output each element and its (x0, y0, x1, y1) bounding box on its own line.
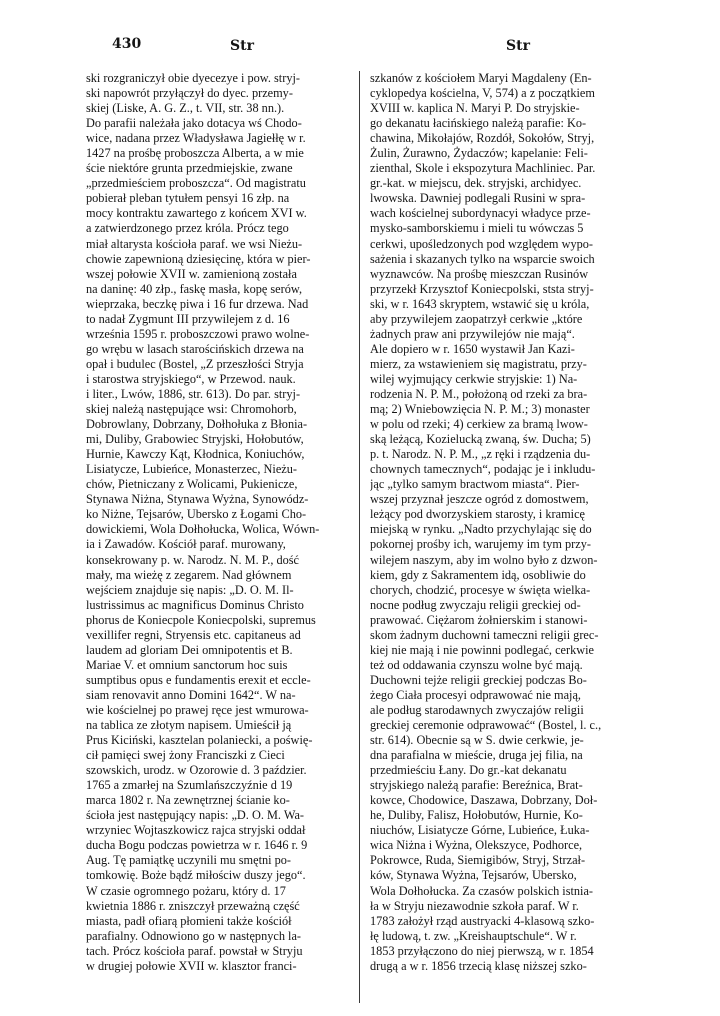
text-line: dna parafialna w mieście, druga jej filia, na (370, 748, 583, 763)
text-line: i starostwa stryjskiego“, w Przewod. nauk. (86, 371, 296, 386)
text-line: Pokrowce, Ruda, Siemigibów, Stryj, Strzał- (370, 853, 586, 868)
text-line: skiej należą następujące wsi: Chromohorb, (86, 402, 297, 417)
text-line: cił pamięci swej żony Franciszki z Cieci (86, 748, 285, 763)
text-line: na daninę: 40 złp., faskę masła, kopę serów, (86, 281, 303, 296)
text-line: str. 614). Obecnie są w S. dwie cerkwie, je- (370, 733, 584, 748)
text-line: Ale dopiero w r. 1650 wystawił Jan Kazi- (370, 341, 575, 356)
text-line: skom żadnym duchowni tameczni religii grec- (370, 627, 599, 642)
text-line: chowie zapewnioną dziesięcinę, która w pier- (86, 251, 311, 266)
text-line: wyznawców. Na prośbę mieszczan Rusinów (370, 266, 589, 281)
text-line: września 1595 r. proboszczowi prawo wolne- (86, 326, 310, 341)
text-line: mą; 2) Wniebowzięcia N. P. M.; 3) monaster (370, 402, 590, 417)
text-line: 1427 na prośbę proboszcza Alberta, a w mie (86, 146, 304, 161)
text-line: Wola Dołhołucka. Za czasów polskich istnia- (370, 883, 594, 898)
text-line: chorych, chodzić, procesye w święta wielka- (370, 582, 591, 597)
left-text-column (86, 71, 348, 974)
text-line: szkanów z kościołem Maryi Magdaleny (En- (370, 71, 592, 85)
text-line: mierz, za wstawieniem się magistratu, przy- (370, 356, 587, 371)
text-line: Lisiatycze, Lubieńce, Monasterzec, Nieżu- (86, 462, 297, 477)
text-line: 1783 założył rząd austryacki 4-klasową szko- (370, 913, 595, 928)
text-line: Duchowni tejże religii greckiej podczas Bo- (370, 672, 587, 687)
text-line: laudem ad gloriam Dei omnipotentis et B. (86, 642, 293, 657)
right-running-head: Str (506, 38, 530, 54)
text-line: szowskich, urodz. w Ozorowie d. 3 paździer. (86, 763, 307, 778)
right-text-column (370, 71, 632, 974)
text-line: ście niektóre grunta przedmiejskie, zwane (86, 161, 293, 176)
text-line: sażenia i skazanych tylko na wsparcie swoich (370, 251, 595, 266)
text-line: Do parafii należała jako dotacya wś Chodo- (86, 116, 302, 131)
text-line: W czasie ogromnego pożaru, który d. 17 (86, 883, 286, 898)
text-line: stryjskiego należą parafie: Bereźnica, Brat- (370, 778, 583, 793)
text-line: przedmieściu Łany. Do gr.-kat dekanatu (370, 763, 567, 778)
text-line: sumptibus opus e fundamentis erexit et eccle- (86, 672, 311, 687)
text-line: a zatwierdzonego przez króla. Prócz tego (86, 221, 289, 236)
text-line: siam renovavit anno Domini 1642“. W na- (86, 687, 296, 702)
text-line: ła w Stryju niezawodnie szkoła paraf. W r. (370, 898, 579, 913)
column-divider (359, 71, 360, 1003)
text-line: go dekanatu łacińskiego należą parafie: Ko- (370, 116, 587, 131)
text-line: go wrębu w lasach starościńskich drzewa na (86, 341, 304, 356)
running-header (0, 36, 720, 58)
text-line: XVIII w. kaplica N. Maryi P. Do stryjskie- (370, 101, 580, 116)
text-line: wach kościelnej subordynacyi władyce prze- (370, 206, 591, 221)
text-line: mały, ma wieżę z zegarem. Nad głównem (86, 567, 292, 582)
text-line: chownych tamecznych“, podając je i inkludu- (370, 462, 596, 477)
text-line: lwowska. Dawniej podlegali Rusini w spra- (370, 191, 586, 206)
text-line: Aug. Tę pamiątkę uczynili mu smętni po- (86, 853, 292, 868)
text-line: wilej wyjmujący cerkwie stryjskie: 1) Na- (370, 371, 578, 386)
text-line: i liter., Lwów, 1886, str. 613). Do par. stryj- (86, 386, 301, 401)
text-line: miał altarysta kościoła paraf. we wsi Nieżu- (86, 236, 303, 251)
text-line: mocy kontraktu zawartego z końcem XVI w. (86, 206, 307, 221)
text-line: tach. Prócz kościoła paraf. powstał w Stryju (86, 943, 303, 958)
text-line: mi, Duliby, Grabowiec Stryjski, Hołobutów, (86, 432, 304, 447)
text-line: cyklopedya kościelna, V, 574) a z początkiem (370, 86, 595, 101)
text-line: vexillifer regni, Stryensis etc. capitaneus ad (86, 627, 301, 642)
page-number: 430 (112, 36, 142, 52)
text-line: wrzyniec Wojtaszkowicz rajca stryjski oddał (86, 823, 306, 838)
text-line: ale podług starodawnych zwyczajów religii (370, 702, 584, 717)
text-line: aby przywilejem zaopatrzył cerkwie „które (370, 311, 583, 326)
text-line: drugą a w r. 1856 trzecią klasę niższej szko- (370, 958, 587, 973)
text-line: rodzenia N. P. M., położoną od rzeki za bra- (370, 386, 588, 401)
text-line: Dobrowlany, Dobrzany, Dołhołuka z Błonia- (86, 417, 308, 432)
text-line: kiej nie mają i nie powinni podlegać, cerkwie (370, 642, 594, 657)
text-line: w drugiej połowie XVII w. klasztor franci- (86, 958, 297, 973)
text-line: chów, Pietniczany z Wolicami, Pukienicze, (86, 477, 298, 492)
text-line: kwietnia 1886 r. zniszczył przeważną część (86, 898, 300, 913)
text-line: miejską w rynku. „Nadto przychylając się do (370, 522, 592, 537)
text-line: dowickiemi, Wola Dołhołucka, Wolica, Wówn- (86, 522, 320, 537)
text-line: gr.-kat. w miejscu, dek. stryjski, archidyec. (370, 176, 582, 191)
text-line: leżący pod dworzyskiem starosty, i kramicę (370, 507, 586, 522)
text-line: żego Ciała procesyi odprawować nie mają, (370, 687, 582, 702)
text-line: „przedmieściem proboszcza“. Od magistratu (86, 176, 306, 191)
text-line: wilejem naszym, aby im wolno było z dzwon- (370, 552, 598, 567)
text-line: wie kościelnej po prawej ręce jest wmurowa- (86, 702, 309, 717)
text-line: Hurnie, Kawczy Kąt, Kłodnica, Koniuchów, (86, 447, 305, 462)
text-line: ską leżącą, Kozielucką zwaną, św. Ducha; 5) (370, 432, 591, 447)
text-line: cerkwi, upośledzonych pod względem wypo- (370, 236, 593, 251)
text-line: konsekrowany p. w. Narodz. N. M. P., dość (86, 552, 300, 567)
text-line: miasta, padł ofiarą płomieni także kościół (86, 913, 292, 928)
text-line: wszej połowie XVII w. zamienioną została (86, 266, 297, 281)
text-line: skiej (Liske, A. G. Z., t. VII, str. 38 nn.). (86, 101, 285, 116)
text-line: ko Niżne, Tejsarów, Ubersko z Łogami Cho- (86, 507, 307, 522)
text-line: Prus Kiciński, kasztelan polaniecki, a poświę- (86, 733, 313, 748)
text-line: mysko-samborskiemu i mieli tu wówczas 5 (370, 221, 584, 236)
text-line: opał i budulec (Bostel, „Z przeszłości Stryja (86, 356, 304, 371)
text-line: też od oddawania czynszu wolne być mają. (370, 657, 583, 672)
text-line: ski, w r. 1643 skryptem, wstawić się u króla, (370, 296, 590, 311)
text-line: łę ludową, t. zw. „Kreishauptschule“. W r. (370, 928, 577, 943)
text-line: ia i Zawadów. Kościół paraf. murowany, (86, 537, 286, 552)
text-line: zienthal, Skole i ekspozytura Machliniec. Par. (370, 161, 596, 176)
text-line: greckiej ceremonie odprawować“ (Bostel, l. c., (370, 718, 602, 733)
text-line: Żulin, Żurawno, Żydaczów; kapelanie: Feli- (370, 146, 588, 161)
text-line: tomkowię. Boże bądź miłościw duszy jego“. (86, 868, 306, 883)
text-line: ków, Stynawa Wyżna, Tejsarów, Ubersko, (370, 868, 577, 883)
text-line: 1765 a zmarłej na Szumlańszczyźnie d 19 (86, 778, 293, 793)
text-line: lustrissimus ac magnificus Dominus Christo (86, 597, 304, 612)
text-line: kowce, Chodowice, Daszawa, Dobrzany, Doł- (370, 793, 598, 808)
text-line: przyrzekł Krzysztof Koniecpolski, ststa stryj- (370, 281, 594, 296)
text-line: nocne podług zwyczaju religii greckiej od- (370, 597, 581, 612)
text-line: chawina, Mikołajów, Rozdół, Sokołów, Stryj, (370, 131, 595, 146)
text-line: kiem, gdy z Sakramentem idą, osobliwie do (370, 567, 586, 582)
text-line: pokornej prośby ich, warujemy im tym przy- (370, 537, 591, 552)
text-line: to nadał Zygmunt III przywilejem z d. 16 (86, 311, 290, 326)
text-line: p. t. Narodz. N. P. M., „z ręki i rządzenia du- (370, 447, 591, 462)
text-line: prawować. Ciężarom żołnierskim i stanowi- (370, 612, 588, 627)
text-line: niuchów, Lisiatycze Górne, Lubieńce, Łuka- (370, 823, 590, 838)
text-line: parafialny. Odnowiono go w następnych la- (86, 928, 302, 943)
text-line: wica Niżna i Wyżna, Olekszyce, Podhorce, (370, 838, 583, 853)
text-line: phorus de Koniecpole Koniecpolski, supremus (86, 612, 316, 627)
left-running-head: Str (230, 38, 254, 54)
text-line: marca 1802 r. Na zewnętrznej ścianie ko- (86, 793, 290, 808)
text-line: 1853 przyłączono do niej pierwszą, w r. 1854 (370, 943, 594, 958)
text-line: jąc „tylko samym bractwom miasta“. Pier- (370, 477, 580, 492)
text-line: ścioła jest następujący napis: „D. O. M. Wa- (86, 808, 305, 823)
text-line: żadnych praw ani przywilejów nie mają“. (370, 326, 575, 341)
text-line: ski napowrót przyłączył do dyec. przemy- (86, 86, 293, 101)
text-line: wszej przyznał jeszcze ogród z domostwem, (370, 492, 589, 507)
text-line: w polu od rzeki; 4) cerkiew za bramą lwow- (370, 417, 588, 432)
text-line: pobierał pleban tytułem pensyi 16 złp. na (86, 191, 290, 206)
text-line: ducha Bogu podczas powietrza w r. 1646 r. 9 (86, 838, 308, 853)
text-line: wejściem znajduje się napis: „D. O. M. Il- (86, 582, 294, 597)
text-line: Stynawa Niżna, Stynawa Wyżna, Synowódz- (86, 492, 309, 507)
text-line: wieprzaka, beczkę piwa i 16 fur drzewa. Nad (86, 296, 309, 311)
text-line: na tablica ze złotym napisem. Umieścił ją (86, 718, 292, 733)
text-line: ski rozgraniczył obie dyecezye i pow. stryj- (86, 71, 300, 85)
text-line: wice, nadana przez Władysława Jagiełłę w r. (86, 131, 306, 146)
text-line: he, Duliby, Falisz, Hołobutów, Hurnie, Ko- (370, 808, 583, 823)
text-line: Mariae V. et omnium sanctorum hoc suis (86, 657, 288, 672)
